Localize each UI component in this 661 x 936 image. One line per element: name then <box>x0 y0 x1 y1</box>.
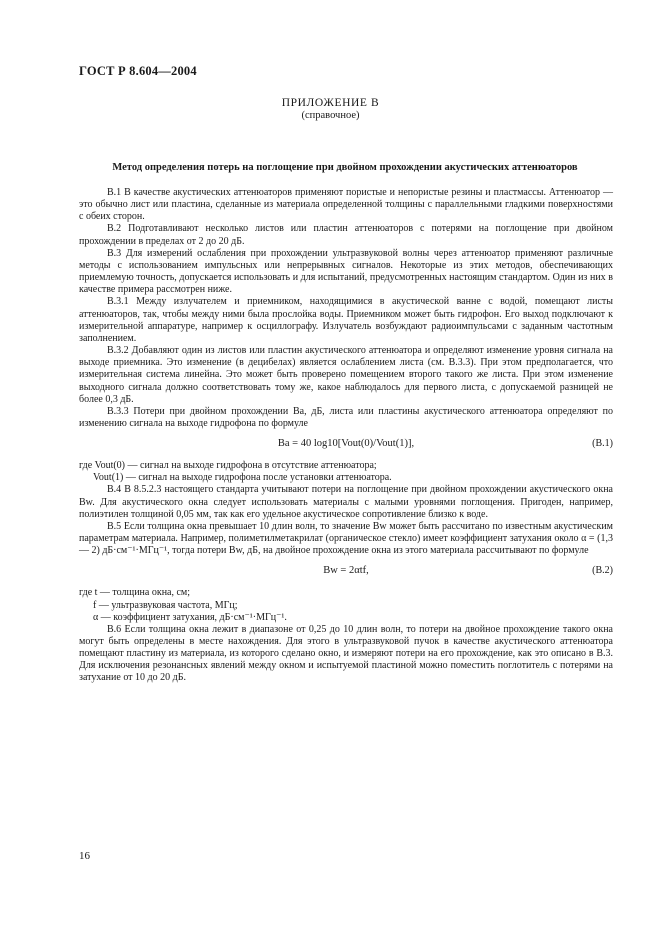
paragraph-b3: В.3 Для измерений ослабления при прохождении ультразвуковой волны через аттенюатор применяют различные методы с использованием импульсных или непрерывных сигналов. Некоторые из этих методов, обеспечивающих приемлемую точность, допускается использовать и для испытаний, предусмотренных настоящим стандартом. Один из них в качестве примера рассмотрен ниже. <box>79 247 613 296</box>
formula-b2-expression: Bw = 2αtf, <box>323 565 369 577</box>
definition-f: f — ультразвуковая частота, МГц; <box>93 599 238 611</box>
definition-alpha: α — коэффициент затухания, дБ·см⁻¹·МГц⁻¹. <box>93 611 287 623</box>
formula-b1-number: (В.1) <box>592 438 613 450</box>
formula-b1 <box>79 434 613 456</box>
standard-header: ГОСТ Р 8.604—2004 <box>79 64 197 78</box>
appendix-title: ПРИЛОЖЕНИЕ В <box>281 97 380 109</box>
definition-vout1: Vout(1) — сигнал на выходе гидрофона после установки аттенюатора. <box>93 472 392 484</box>
paragraph-b1: В.1 В качестве акустических аттенюаторов применяют пористые и непористые резины и пластмассы. Аттенюатор — это обычно лист или пластина, сделанные из материала определенной толщины с параллельными гладкими поверхностями с обеих сторон. <box>79 187 613 223</box>
paragraph-b4: В.4 В 8.5.2.3 настоящего стандарта учитывают потери на поглощение при двойном прохождении акустического окна Bw. Для акустического окна следует использовать материалы с малыми уровнями поглощения. Пригоден, например, полиэтилен толщиной 0,05 мм, так как его удельное акустическое сопротивление близко к воде. <box>79 484 613 520</box>
formula-b2-number: (В.2) <box>592 565 613 577</box>
paragraph-b5: В.5 Если толщина окна превышает 10 длин волн, то значение Bw может быть рассчитано по известным акустическим параметрам материала. Например, полиметилметакрилат (органическое стекло) имеет коэффициент затухания около α = (1,3 — 2) дБ·см⁻¹·МГц⁻¹, тогда потери Bw, дБ, на двойное прохождение окна из этого материала рассчитывают по формуле <box>79 520 613 557</box>
page-number: 16 <box>79 850 90 862</box>
paragraph-b6: В.6 Если толщина окна лежит в диапазоне от 0,25 до 10 длин волн, то потери на двойное прохождение такого окна могут быть определены в месте нахождения. Для этого в ультразвуковой пучок в качестве акустического аттенюатора помещают пластину из материала, из которого сделано окно, и измеряют потери на его прохождение, как это описано в В.3. Для исключения резонансных явлений между окном и испытуемой пластиной можно поместить поглотитель с потерями на затухание от 10 до 20 дБ. <box>79 623 613 684</box>
formula-b2 <box>79 561 613 583</box>
appendix-subtitle: (справочное) <box>301 110 360 121</box>
definition-vout0: где Vout(0) — сигнал на выходе гидрофона в отсутствие аттенюатора; <box>79 460 377 472</box>
paragraph-b3-3: В.3.3 Потери при двойном прохождении Bа, дБ, листа или пластины акустического аттенюатора определяют по изменению сигнала на выходе гидрофона по формуле <box>79 405 613 429</box>
document-body <box>79 187 613 685</box>
paragraph-b3-1: В.3.1 Между излучателем и приемником, находящимися в акустической ванне с водой, помещают листы аттенюаторов, так, чтобы между ними была прослойка воды. Приемником может быть гидрофон. Его выход подключают к измерительной аппаратуре, например к осциллографу. Излучатель возбуждают радиоимпульсами с заданным частотным заполнением. <box>79 296 613 344</box>
formula-b1-expression: Bа = 40 log10[Vout(0)/Vout(1)], <box>277 438 415 450</box>
paragraph-b3-2: В.3.2 Добавляют один из листов или пластин акустического аттенюатора и определяют изменение уровня сигнала на выходе приемника. Это изменение (в децибелах) является ослаблением листа (см. В.3.3). При этом предполагается, что измерительная система линейна. Это может быть проверено помещением второго такого же листа. При этом изменение выходного сигнала должно соответствовать тому же, какое наблюдалось для первого листа, с допускаемой разницей не более 0,3 дБ. <box>79 345 613 405</box>
definition-t: где t — толщина окна, см; <box>79 587 191 599</box>
section-heading: Метод определения потерь на поглощение при двойном прохождении акустических аттенюаторов <box>112 162 578 173</box>
paragraph-b2: В.2 Подготавливают несколько листов или пластин аттенюаторов с потерями на поглощение при двойном прохождении в пределах от 2 до 20 дБ. <box>79 223 613 247</box>
